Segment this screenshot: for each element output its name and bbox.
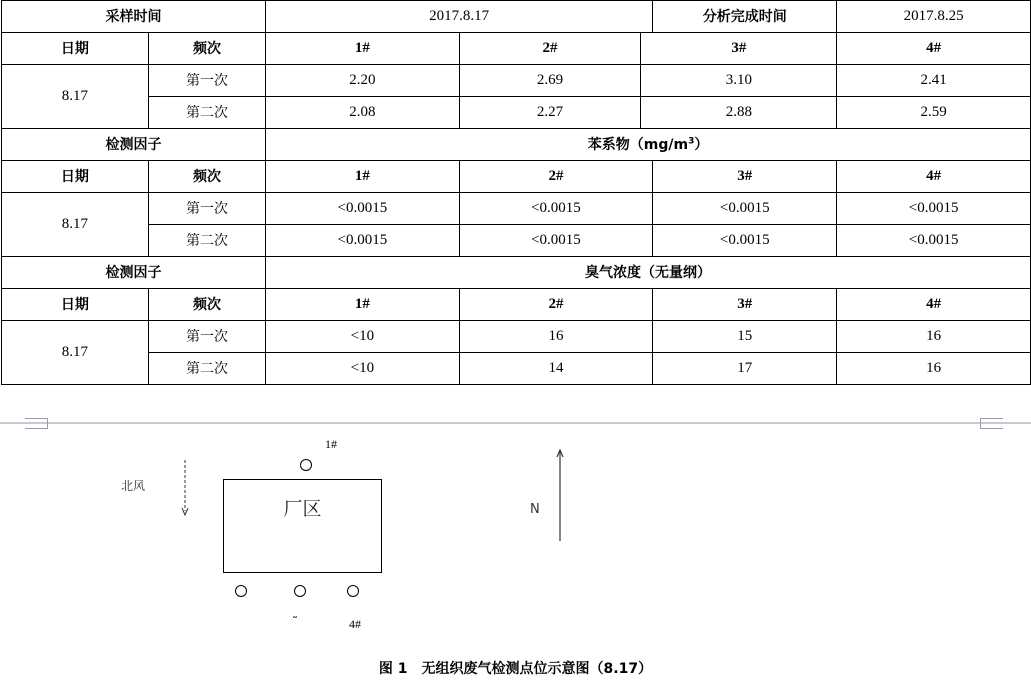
value-cell: <10 bbox=[266, 353, 460, 385]
freq-header: 频次 bbox=[148, 289, 265, 321]
value-cell: <0.0015 bbox=[459, 193, 653, 225]
freq-cell: 第一次 bbox=[148, 193, 265, 225]
value-cell: 2.27 bbox=[459, 97, 641, 129]
value-cell: 16 bbox=[459, 321, 653, 353]
freq-cell: 第二次 bbox=[148, 97, 265, 129]
factor-unit-close: ） bbox=[694, 136, 709, 153]
analysis-done-label: 分析完成时间 bbox=[653, 1, 837, 33]
point-1-label: 1# bbox=[325, 437, 337, 451]
value-cell: <0.0015 bbox=[459, 225, 653, 257]
point-header: 2# bbox=[459, 161, 653, 193]
point-header: 2# bbox=[459, 289, 653, 321]
date-header: 日期 bbox=[2, 33, 149, 65]
value-cell: 2.69 bbox=[459, 65, 641, 97]
date-cell: 8.17 bbox=[2, 193, 149, 257]
date-cell: 8.17 bbox=[2, 321, 149, 385]
value-cell: 3.10 bbox=[641, 65, 837, 97]
value-cell: 14 bbox=[459, 353, 653, 385]
point-header: 1# bbox=[266, 33, 460, 65]
value-cell: <0.0015 bbox=[266, 193, 460, 225]
point-header: 1# bbox=[266, 161, 460, 193]
north-arrow bbox=[557, 450, 563, 541]
freq-header: 频次 bbox=[148, 161, 265, 193]
value-cell: 16 bbox=[837, 321, 1031, 353]
value-cell: 16 bbox=[837, 353, 1031, 385]
freq-header: 频次 bbox=[148, 33, 265, 65]
north-label: N bbox=[530, 502, 540, 517]
date-cell: 8.17 bbox=[2, 65, 149, 129]
point-header: 4# bbox=[837, 161, 1031, 193]
factor-name-text: 苯系物 bbox=[587, 136, 630, 153]
value-cell: <10 bbox=[266, 321, 460, 353]
factor-unit-open: （mg/m bbox=[629, 136, 689, 153]
point-header: 3# bbox=[641, 33, 837, 65]
wind-label: 北风 bbox=[121, 479, 146, 493]
sampling-point-3 bbox=[294, 585, 306, 597]
value-cell: 2.59 bbox=[837, 97, 1031, 129]
point-3-label-partial: ˜ bbox=[292, 615, 298, 625]
factor-label: 检测因子 bbox=[2, 257, 266, 289]
plant-area-box bbox=[223, 479, 382, 573]
sampling-time-label: 采样时间 bbox=[2, 1, 266, 33]
date-header: 日期 bbox=[2, 289, 149, 321]
freq-cell: 第一次 bbox=[148, 321, 265, 353]
point-header: 4# bbox=[837, 289, 1031, 321]
date-header: 日期 bbox=[2, 161, 149, 193]
freq-cell: 第二次 bbox=[148, 225, 265, 257]
value-cell: <0.0015 bbox=[837, 225, 1031, 257]
figure-caption: 图 1 无组织废气检测点位示意图（8.17） bbox=[378, 661, 653, 677]
sampling-time-value: 2017.8.17 bbox=[266, 1, 653, 33]
value-cell: 17 bbox=[653, 353, 837, 385]
value-cell: 2.08 bbox=[266, 97, 460, 129]
value-cell: <0.0015 bbox=[653, 225, 837, 257]
freq-cell: 第一次 bbox=[148, 65, 265, 97]
wind-direction-arrow bbox=[182, 460, 188, 515]
point-4-label: 4# bbox=[349, 617, 361, 628]
plant-area-label: 厂区 bbox=[283, 498, 322, 520]
point-header: 2# bbox=[459, 33, 641, 65]
value-cell: 2.41 bbox=[837, 65, 1031, 97]
point-header: 4# bbox=[837, 33, 1031, 65]
point-header: 1# bbox=[266, 289, 460, 321]
point-header: 3# bbox=[653, 289, 837, 321]
value-cell: 2.88 bbox=[641, 97, 837, 129]
analysis-done-value: 2017.8.25 bbox=[837, 1, 1031, 33]
value-cell: <0.0015 bbox=[266, 225, 460, 257]
value-cell: <0.0015 bbox=[837, 193, 1031, 225]
sampling-point-4 bbox=[347, 585, 359, 597]
factor-label: 检测因子 bbox=[2, 129, 266, 161]
sampling-point-2 bbox=[235, 585, 247, 597]
value-cell: 2.20 bbox=[266, 65, 460, 97]
freq-cell: 第二次 bbox=[148, 353, 265, 385]
value-cell: 15 bbox=[653, 321, 837, 353]
value-cell: <0.0015 bbox=[653, 193, 837, 225]
sampling-point-1 bbox=[300, 459, 312, 471]
factor-name: 臭气浓度（无量纲） bbox=[266, 257, 1031, 289]
factor-unit-sup: 3 bbox=[688, 135, 695, 146]
point-header: 3# bbox=[653, 161, 837, 193]
